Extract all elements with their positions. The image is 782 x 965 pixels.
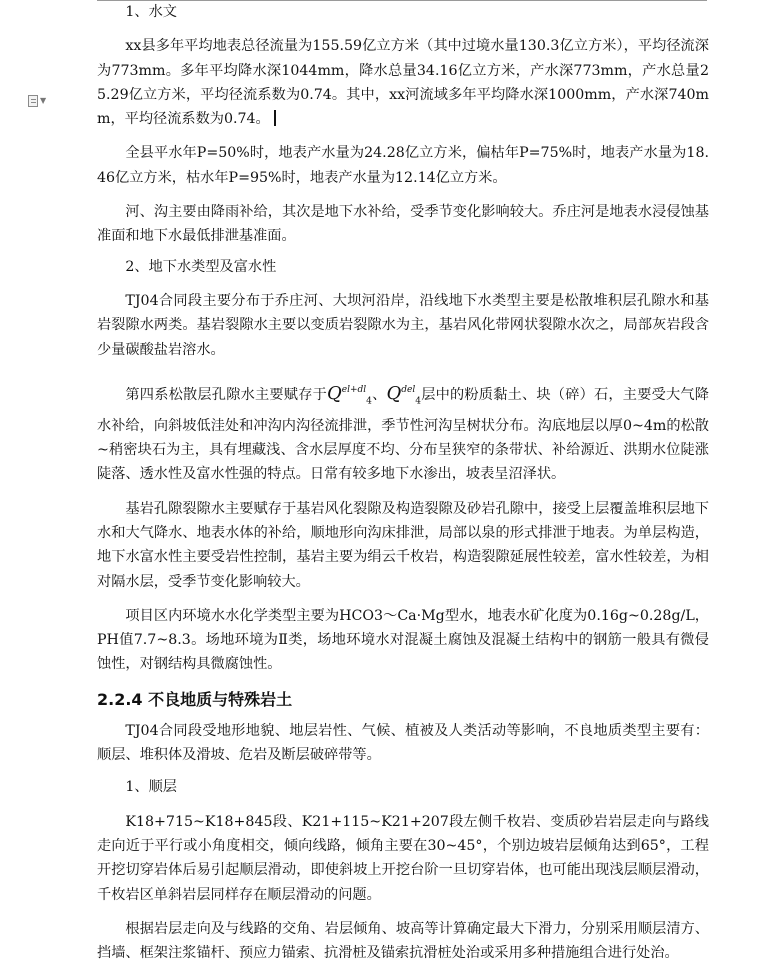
text-cursor <box>274 110 276 126</box>
document-body <box>97 0 709 965</box>
paragraph: 根据岩层走向及与线路的交角、岩层倾角、坡高等计算确定最大下滑力，分别采用顺层清方、挡墙、框架注浆锚杆、预应力锚索、抗滑桩及锚索抗滑桩处治或采用多种措施组合进行处治。 <box>97 920 709 962</box>
paragraph-text: 层中的粉质黏土、块（碎）石，主要受大气降水补给，向斜坡低洼处和冲沟内沟径流排泄，季节性河沟呈树状分布。沟底地层以厚0~4m的松散~稍密块石为主，具有埋藏浅、含水层厚度不均、分布呈狭窄的条带状、补给源近、洪期水位陡涨陡落、透水性及富水性强的特点。日常有较多地下水渗出，坡表呈沼泽状。 <box>97 386 709 483</box>
paragraph: 项目区内环境水水化学类型主要为HCO3～Ca·Mg型水，地表水矿化度为0.16g~0.28g/L，PH值7.7~8.3。场地环境为Ⅱ类，场地环境水对混凝土腐蚀及混凝土结构中的钢筋一般具有微侵蚀性，对钢结构具微腐蚀性。 <box>97 607 709 673</box>
paragraph: 河、沟主要由降雨补给，其次是地下水补给，受季节变化影响较大。乔庄河是地表水浸侵蚀基准面和地下水最低排泄基准面。 <box>97 204 709 245</box>
paragraph: TJ04合同段主要分布于乔庄河、大坝河沿岸，沿线地下水类型主要是松散堆积层孔隙水和基岩裂隙水两类。基岩裂隙水主要以变质岩裂隙水为主，基岩风化带网状裂隙水次之，局部灰岩段含少量碳酸盐岩溶水。 <box>97 292 709 358</box>
chevron-down-icon: ▼ <box>40 96 47 105</box>
paragraph-text: 第四系松散层孔隙水主要赋存于 <box>125 386 327 403</box>
section-title-groundwater: 2、地下水类型及富水性 <box>125 258 277 275</box>
formula-separator: 、 <box>371 386 387 403</box>
section-heading-2-2-4: 2.2.4 不良地质与特殊岩土 <box>97 689 293 709</box>
formula-q4-del: $Q^{del}_4$ <box>386 382 421 407</box>
paragraph <box>97 378 709 487</box>
formula-q4-eldl: $Q^{el+dl}_4$ <box>327 382 372 407</box>
paragraph: K18+715~K18+845段、K21+115~K21+207段左侧千枚岩、变质砂岩岩层走向与路线走向近于平行或小角度相交，倾向线路，倾角主要在30~45°，个别边坡岩层倾角达到65°，工程开挖切穿岩体后易引起顺层滑动，即使斜坡上开挖台阶一旦切穿岩体，也可能出现浅层顺层滑动，千枚岩区单斜岩层同样存在顺层滑动的问题。 <box>97 813 709 903</box>
page-icon <box>28 95 38 107</box>
paragraph: TJ04合同段受地形地貌、地层岩性、气候、植被及人类活动等影响，不良地质类型主要有：顺层、堆积体及滑坡、危岩及断层破碎带等。 <box>97 722 709 764</box>
paragraph: 基岩孔隙裂隙水主要赋存于基岩风化裂隙及构造裂隙及砂岩孔隙中，接受上层覆盖堆积层地下水和大气降水、地表水体的补给，顺地形向沟床排泄，局部以泉的形式排泄于地表。为单层构造，地下水富水性主要受岩性控制，基岩主要为绢云千枚岩，构造裂隙延展性较差，富水性较差，为相对隔水层，受季节变化影响较大。 <box>97 500 709 590</box>
section-title-hydrology: 1、水文 <box>125 4 177 20</box>
paragraph: 全县平水年P=50%时，地表产水量为24.28亿立方米，偏枯年P=75%时，地表产水量为18.46亿立方米，枯水年P=95%时，地表产水量为12.14亿立方米。 <box>97 145 709 186</box>
section-title-bedding: 1、顺层 <box>125 779 177 796</box>
document-options-icon[interactable] <box>28 94 52 108</box>
paragraph[interactable] <box>97 34 709 131</box>
paragraph-text: xx县多年平均地表总径流量为155.59亿立方米（其中过境水量130.3亿立方米），平均径流深为773mm。多年平均降水深1044mm，降水总量34.16亿立方米，产水深773mm，产水总量25.29亿立方米，平均径流系数为0.74。其中，xx河流域多年平均降水深1000mm，产水深740mm，平均径流系数为0.74。 <box>97 38 709 128</box>
